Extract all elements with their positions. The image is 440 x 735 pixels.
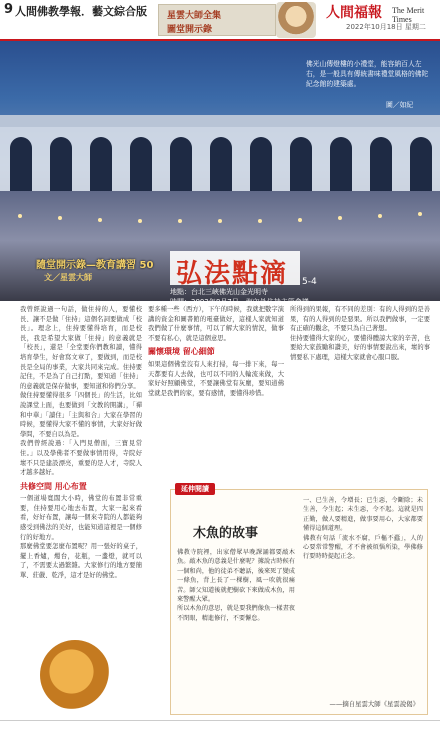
paragraph: 那麼佛堂要怎麼布置呢？用一張好的桌子，擺上香爐，燭台，花瓶，一盞燈，就可以了，不需要太過繁雜。大家修行的地方要簡單、莊嚴、乾淨，這才是好的佛堂。 — [20, 543, 142, 580]
article-column-2 — [148, 305, 284, 398]
paragraph: 我曾經說過一句話，做住持的人，要懂校長、讓不是做「住持」這個名詞要做成「校長」。理念上，住持要懂得培育，而是校長，我是希望大家做「住持」的意義就是「校長」，還是「全堂要你們教和讀，懂得培育學生，好會寫文章了，要做到，而是校長是全局的事業，大家共同來完成。住持要記住，不是為了自己打點，要知道「住持」的意義就是保存做事，要知道和你們分享。 — [20, 306, 142, 390]
paragraph: 所以木魚的意思，就是要我們像魚一樣晝夜不閉眼，精進修行，不要懈怠。 — [177, 605, 295, 622]
sidebar-column-1 — [177, 548, 295, 623]
paragraph: 所得到的果報，有不同的差別：有的人得到的是善果，有的人得到的是惡果。所以我們做事，一定要有正確的觀念，不要只為自己著想。 — [290, 306, 430, 333]
paragraph: 佛教有句話「流水不腐，戶樞不蠹」，人的心要常常警醒，才不會被煩惱所染，學佛修行要時時提起正念。 — [303, 534, 423, 561]
column-series-label: 隨堂開示錄—教育講習 50 — [36, 260, 154, 271]
laughing-buddha-icon — [40, 640, 110, 710]
photo-credit: 圖／如紀 — [386, 101, 414, 109]
newspaper-name-en: The Merit Times — [392, 6, 425, 24]
paragraph: 一、已生善，令增長；已生惡，令斷除；未生善，令生起；未生惡，令不起。這就是四正勤，做人要精進，做事要用心，大家都要懂得這個道理。 — [303, 497, 423, 533]
section-title: 人間佛教學報．藝文綜合版 — [15, 5, 147, 18]
section-heading: 關懷環境 留心細節 — [148, 347, 215, 357]
extended-reading-tag: 延伸閱讀 — [175, 483, 215, 495]
paragraph: 如果這個佛堂沒有人來打掃，每一排下來，每一天都要有人去做，也可以不同的人輪流來做，大家好好照顧佛堂，不要讓佛堂有灰塵，要知道佛堂就是我們的家，要有感情，要懂得珍惜。 — [148, 360, 284, 397]
section-heading: 共修空間 用心布置 — [20, 481, 87, 491]
sidebar-story — [170, 485, 428, 715]
newspaper-logo: 人間福報 — [326, 5, 382, 21]
headline-part-number: 5-4 — [302, 277, 317, 287]
article-headline: 弘法點滴 — [176, 259, 289, 289]
paragraph: 佛教寺院裡，出家僧眾早晚課誦都要敲木魚。敲木魚的意義是什麼呢？據說古時候有一個和尚，他的徒弟不聽話，後來死了變成一條魚，背上長了一棵樹，風一吹就很痛苦。師父知道後就把樹砍下來做成木魚，用來警醒大眾。 — [177, 549, 295, 604]
sidebar-column-2 — [303, 496, 423, 562]
photo-caption: 佛光山傳燈樓的小禮堂，能容納百人左右，是一般具有傳統書味禮堂風格的佛陀紀念館的建築處。 — [306, 60, 429, 88]
series-banner — [158, 4, 276, 36]
author-label: 文／星雲大師 — [44, 273, 92, 282]
article-column-3 — [290, 305, 430, 363]
paragraph: 住持要懂得大家的心，要懂得體諒大家的辛苦，也要給大家鼓勵和讚美，好的事情要說出來，壞的事情要私下處理，這樣大家就會心服口服。 — [290, 334, 430, 361]
hero-photo — [0, 41, 440, 306]
article-column-1 — [20, 305, 142, 581]
lecture-location: 地點：台北三峽佛光山金光明寺 — [170, 288, 268, 296]
floor-lights-graphic — [0, 206, 440, 236]
sidebar-title: 木魚的故事 — [193, 526, 259, 541]
issue-date: 2022年10月18日 星期二 — [346, 23, 426, 31]
paragraph: 我們曾經說過：「入門見僧面，三寶見常住。」以及學佛者不要做事情用得，寺院好壞不只是建設漂亮，重要的是人才，寺院人才越多越好。 — [20, 440, 142, 477]
footer-divider — [0, 720, 440, 721]
paragraph: 要多種一些（西方），下午的時候，我就把數字演講的資金和圖書館的電臺做好，這樣人家就知道我們做了什麼事情，可以了解大家的情況，做事不要有私心，就是這個意思。 — [148, 306, 284, 342]
lecture-time: 時間：2002年8月7日 海內外住持主管會議 — [170, 298, 309, 306]
master-portrait-icon — [276, 2, 316, 38]
page-header — [0, 0, 440, 40]
series-line-2: 圖堂開示錄 — [167, 25, 213, 35]
paragraph: 一個道場寬闊大小時，佛堂的布置非常重要，住持要用心地去布置，大家一起來看看，好好布置，讓每一個來寺院的人都能夠感受到佛法的美好，也能知道這裡是一個修行的好地方。 — [20, 495, 142, 541]
paragraph: 做住持要懂得很多「四個長」的生活，比如說課堂上面，也要做到「文教的開講」，「禪和中華」「讀住」「主與和合」大家在學習的時候，要懂得大家不懂的事情，大家好好做學問，不要自以為是。 — [20, 392, 142, 438]
sidebar-source: ——摘自星雲大師《星雲說偈》 — [329, 700, 419, 708]
headline-box — [170, 251, 300, 289]
series-line-1: 星雲大師全集 — [167, 11, 222, 21]
page-number: 9 — [4, 2, 14, 17]
